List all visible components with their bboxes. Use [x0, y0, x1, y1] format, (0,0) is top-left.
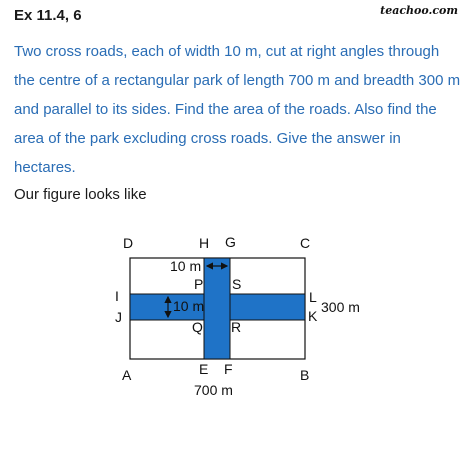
vertex-label-p: P [194, 276, 204, 292]
vertex-label-b: B [300, 367, 310, 383]
road-width-top-label: 10 m [170, 258, 202, 274]
vertex-label-r: R [231, 319, 242, 335]
vertex-label-h: H [199, 235, 210, 251]
vertex-label-c: C [300, 235, 311, 251]
vertex-label-q: Q [192, 319, 203, 335]
vertex-label-s: S [232, 276, 242, 292]
vertex-label-k: K [308, 308, 318, 324]
vertex-label-f: F [224, 361, 233, 377]
vertical-road [204, 258, 230, 359]
teachoo-logo: teachoo.com [380, 4, 458, 17]
breadth-label: 300 m [321, 299, 360, 315]
length-label: 700 m [194, 382, 233, 398]
vertex-label-e: E [199, 361, 209, 377]
road-width-side-label: 10 m [173, 298, 205, 314]
vertex-label-i: I [115, 288, 119, 304]
vertex-label-l: L [309, 289, 317, 305]
vertex-label-d: D [123, 235, 134, 251]
vertex-label-g: G [225, 234, 236, 250]
question-text: Two cross roads, each of width 10 m, cut at right angles through the centre of a rectangular park of length 700 m and breadth 300 m and parallel to its sides. Find the area of the roads. Also find the area of the park excluding cross roads. Give the answer in hectares. [14, 43, 461, 176]
vertex-label-a: A [122, 367, 132, 383]
vertex-label-j: J [115, 309, 122, 325]
exercise-title: Ex 11.4, 6 [14, 7, 82, 24]
figure-intro-text: Our figure looks like [14, 186, 147, 203]
